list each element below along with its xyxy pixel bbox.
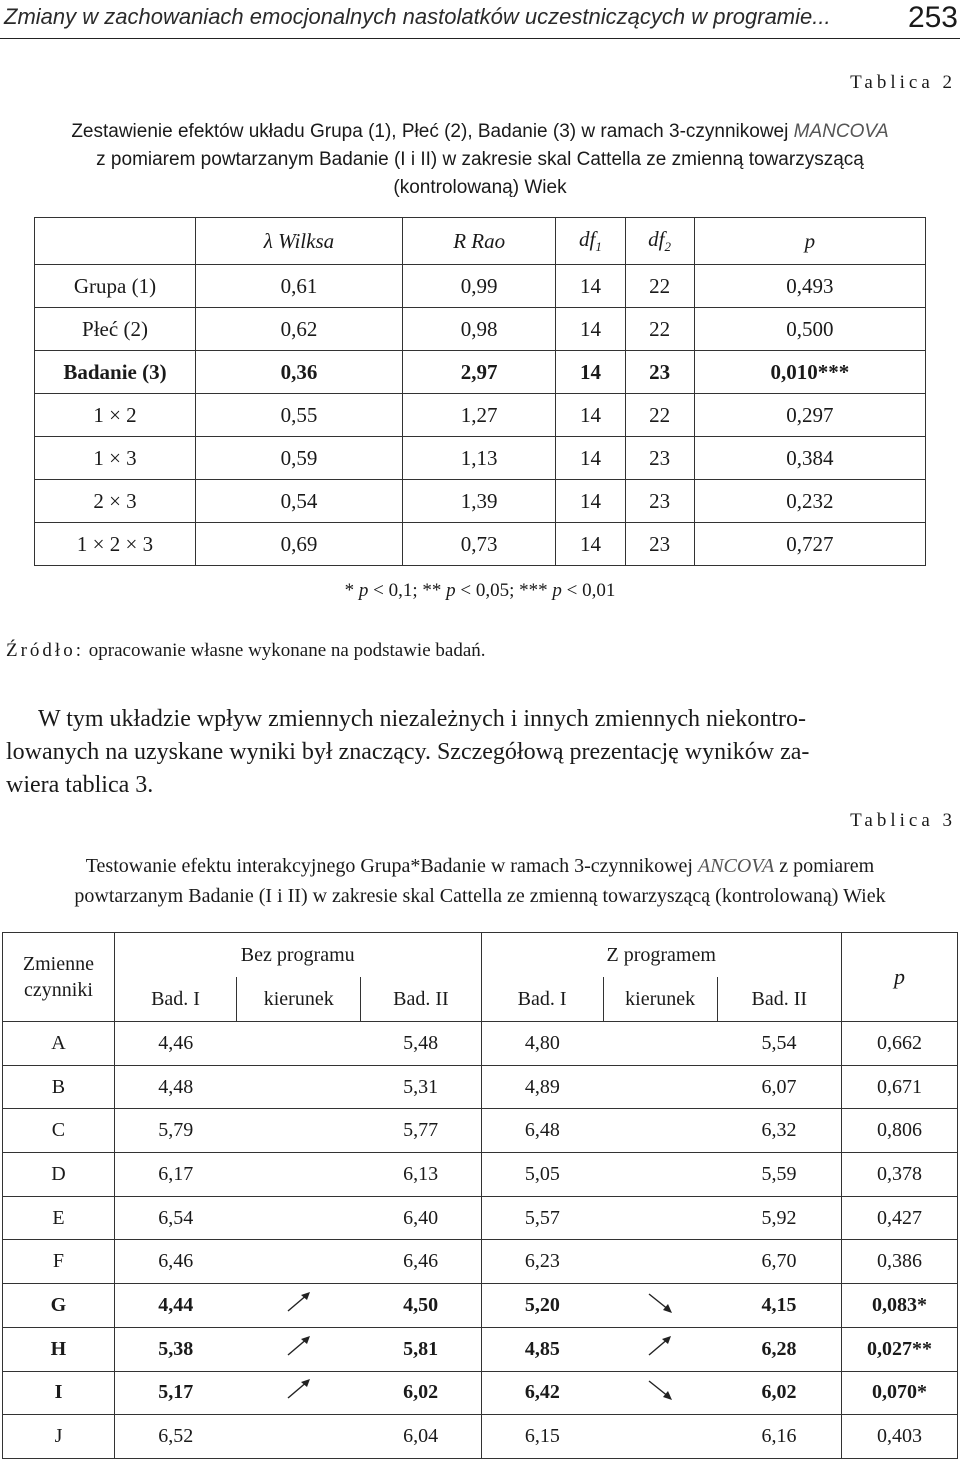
table-cell: 14 xyxy=(556,437,625,480)
direction-cell xyxy=(603,1022,717,1066)
table-cell: 0,027** xyxy=(841,1327,957,1371)
table-cell: 6,52 xyxy=(114,1415,236,1459)
direction-cell xyxy=(237,1371,361,1415)
body-paragraph xyxy=(6,703,952,802)
table-cell: F xyxy=(3,1240,115,1284)
table3-caption: Testowanie efektu interakcyjnego Grupa*Badanie w ramach 3-czynnikowej ANCOVA z pomiarem powtarzanym Badanie (I i II) w zakresie skal Cattella ze zmienną towarzyszącą (kontrolowaną) Wiek xyxy=(0,851,960,911)
table-cell: 0,727 xyxy=(694,523,925,566)
direction-cell xyxy=(237,1240,361,1284)
table-cell: 5,79 xyxy=(114,1109,236,1153)
table-cell: 0,010*** xyxy=(694,351,925,394)
table-cell: 0,73 xyxy=(402,523,555,566)
table-cell: B xyxy=(3,1065,115,1109)
table-cell: H xyxy=(3,1327,115,1371)
table-row xyxy=(3,1371,958,1415)
table-cell: E xyxy=(3,1196,115,1240)
table-cell: 5,38 xyxy=(114,1327,236,1371)
table-cell: 5,54 xyxy=(717,1022,841,1066)
arrow-up-right-icon xyxy=(284,1295,314,1321)
table-cell: 0,500 xyxy=(694,308,925,351)
table-cell: 0,662 xyxy=(841,1022,957,1066)
table-cell: 4,46 xyxy=(114,1022,236,1066)
source-label: Źródło: xyxy=(6,640,84,661)
table3 xyxy=(2,932,958,1459)
table-cell: 6,04 xyxy=(361,1415,481,1459)
direction-cell xyxy=(237,1153,361,1197)
table-row xyxy=(35,308,926,351)
table2-header-wilks: λ Wilksa xyxy=(196,218,403,265)
table-cell: 0,427 xyxy=(841,1196,957,1240)
direction-cell xyxy=(603,1240,717,1284)
table3-header-row-2 xyxy=(3,977,958,1022)
table-cell: 14 xyxy=(556,394,625,437)
table-row xyxy=(35,523,926,566)
table3-caption-line1: Testowanie efektu interakcyjnego Grupa*Badanie w ramach 3-czynnikowej xyxy=(85,855,698,877)
table-cell: 1,39 xyxy=(402,480,555,523)
table-cell: 4,89 xyxy=(481,1065,603,1109)
body-line-1: W tym układzie wpływ zmiennych niezależnych i innych zmiennych niekontro- xyxy=(38,706,806,732)
table-cell: Grupa (1) xyxy=(35,265,196,308)
table-cell: 0,55 xyxy=(196,394,403,437)
table-cell: I xyxy=(3,1371,115,1415)
table-cell: 5,17 xyxy=(114,1371,236,1415)
table-cell: 0,671 xyxy=(841,1065,957,1109)
direction-cell xyxy=(237,1415,361,1459)
table-cell: 23 xyxy=(625,437,694,480)
table-cell: 6,02 xyxy=(361,1371,481,1415)
table3-header-kierunek-b: kierunek xyxy=(603,977,717,1022)
table-cell: 0,59 xyxy=(196,437,403,480)
table-cell: 0,62 xyxy=(196,308,403,351)
table-cell: 6,13 xyxy=(361,1153,481,1197)
table-cell: 22 xyxy=(625,394,694,437)
table-cell: 6,16 xyxy=(717,1415,841,1459)
table2-header-df2: $df_2$ xyxy=(625,218,694,265)
table-cell: 5,20 xyxy=(481,1284,603,1328)
running-title: Zmiany w zachowaniach emocjonalnych nastolatków uczestniczących w programie... xyxy=(4,4,831,29)
table-cell: 0,69 xyxy=(196,523,403,566)
table2-header-blank xyxy=(35,218,196,265)
direction-cell xyxy=(603,1415,717,1459)
direction-cell xyxy=(603,1065,717,1109)
table-cell: 6,54 xyxy=(114,1196,236,1240)
table-cell: 0,297 xyxy=(694,394,925,437)
table-cell: 5,77 xyxy=(361,1109,481,1153)
table3-header-z-programem: Z programem xyxy=(481,933,841,978)
table-cell: 6,17 xyxy=(114,1153,236,1197)
direction-cell xyxy=(237,1022,361,1066)
table-cell: 1 × 2 × 3 xyxy=(35,523,196,566)
table2-caption-line3: (kontrolowaną) Wiek xyxy=(393,177,567,198)
table-cell: 5,48 xyxy=(361,1022,481,1066)
table-cell: 0,36 xyxy=(196,351,403,394)
table2-body xyxy=(35,265,926,566)
direction-cell xyxy=(603,1109,717,1153)
direction-cell xyxy=(237,1065,361,1109)
table-cell: 0,98 xyxy=(402,308,555,351)
table-cell: 6,46 xyxy=(361,1240,481,1284)
arrow-down-right-icon xyxy=(645,1382,675,1408)
table-cell: 14 xyxy=(556,265,625,308)
table-cell: 5,92 xyxy=(717,1196,841,1240)
table3-header-kierunek-a: kierunek xyxy=(237,977,361,1022)
table-cell: 14 xyxy=(556,308,625,351)
table-cell: 0,083* xyxy=(841,1284,957,1328)
table-cell: 2 × 3 xyxy=(35,480,196,523)
arrow-up-right-icon xyxy=(645,1339,675,1365)
table-row xyxy=(3,1196,958,1240)
table-cell: 5,05 xyxy=(481,1153,603,1197)
table-cell: 23 xyxy=(625,480,694,523)
table-row xyxy=(3,1284,958,1328)
table-cell: 4,48 xyxy=(114,1065,236,1109)
table-cell: G xyxy=(3,1284,115,1328)
body-line-2: lowanych na uzyskane wyniki był znaczący. Szczegółową prezentację wyników za- xyxy=(6,739,810,765)
table-cell: 22 xyxy=(625,265,694,308)
table3-body xyxy=(3,1022,958,1459)
table-cell: 22 xyxy=(625,308,694,351)
direction-cell xyxy=(603,1371,717,1415)
table-cell: 6,28 xyxy=(717,1327,841,1371)
table-cell: 0,378 xyxy=(841,1153,957,1197)
table-row xyxy=(3,1415,958,1459)
table2-caption-mancova: MANCOVA xyxy=(793,121,889,142)
table2-footnote: * p < 0,1; ** p < 0,05; *** p < 0,01 xyxy=(344,580,616,601)
table3-header-bad1-a: Bad. I xyxy=(114,977,236,1022)
direction-cell xyxy=(237,1284,361,1328)
table3-header-variables: Zmienne czynniki xyxy=(3,933,115,1022)
table-cell: 0,493 xyxy=(694,265,925,308)
table-row xyxy=(35,480,926,523)
source-text: opracowanie własne wykonane na podstawie badań. xyxy=(84,640,486,661)
table2-label: Tablica 2 xyxy=(850,72,956,93)
table-cell: Badanie (3) xyxy=(35,351,196,394)
table3-caption-ancova: ANCOVA xyxy=(697,855,775,877)
table-row xyxy=(35,437,926,480)
table-cell: 2,97 xyxy=(402,351,555,394)
table-row xyxy=(3,1022,958,1066)
table-cell: 1,13 xyxy=(402,437,555,480)
table-row xyxy=(35,265,926,308)
table-cell: 6,40 xyxy=(361,1196,481,1240)
table-cell: 23 xyxy=(625,351,694,394)
table-cell: 0,232 xyxy=(694,480,925,523)
table-row xyxy=(3,1327,958,1371)
direction-cell xyxy=(237,1327,361,1371)
table-cell: 4,85 xyxy=(481,1327,603,1371)
table2-caption-line2: z pomiarem powtarzanym Badanie (I i II) w zakresie skal Cattella ze zmienną towarzyszącą xyxy=(96,149,864,170)
table-cell: 0,54 xyxy=(196,480,403,523)
direction-cell xyxy=(603,1196,717,1240)
table-cell: 4,44 xyxy=(114,1284,236,1328)
table-cell: 5,57 xyxy=(481,1196,603,1240)
table-cell: A xyxy=(3,1022,115,1066)
table3-header-bad2-b: Bad. II xyxy=(717,977,841,1022)
table-cell: 0,806 xyxy=(841,1109,957,1153)
direction-cell xyxy=(603,1153,717,1197)
table-cell: 0,61 xyxy=(196,265,403,308)
table-cell: 0,99 xyxy=(402,265,555,308)
table-cell: C xyxy=(3,1109,115,1153)
table-cell: 4,50 xyxy=(361,1284,481,1328)
table2-header-row xyxy=(35,218,926,265)
table-cell: 6,23 xyxy=(481,1240,603,1284)
table-row xyxy=(3,1153,958,1197)
table-cell: 5,59 xyxy=(717,1153,841,1197)
direction-cell xyxy=(603,1327,717,1371)
table2-header-df1: $df_1$ xyxy=(556,218,625,265)
table3-header-bez-programu: Bez programu xyxy=(114,933,481,978)
table3-header-bad2-a: Bad. II xyxy=(361,977,481,1022)
table-cell: 14 xyxy=(556,351,625,394)
body-line-3: wiera tablica 3. xyxy=(6,772,154,798)
table-cell: J xyxy=(3,1415,115,1459)
table-cell: 6,48 xyxy=(481,1109,603,1153)
table2-header-rrao: R Rao xyxy=(402,218,555,265)
table-cell: 0,070* xyxy=(841,1371,957,1415)
direction-cell xyxy=(603,1284,717,1328)
table2-caption xyxy=(0,118,960,202)
table3-header-bad1-b: Bad. I xyxy=(481,977,603,1022)
table-row xyxy=(35,394,926,437)
table2 xyxy=(34,217,926,566)
page-number: 253 xyxy=(907,1,958,34)
table-cell: 4,15 xyxy=(717,1284,841,1328)
running-header xyxy=(0,0,960,39)
table-cell: 6,07 xyxy=(717,1065,841,1109)
direction-cell xyxy=(237,1196,361,1240)
direction-cell xyxy=(237,1109,361,1153)
table-cell: 6,02 xyxy=(717,1371,841,1415)
table-cell: 0,384 xyxy=(694,437,925,480)
table2-header-p: p xyxy=(694,218,925,265)
table-cell: 5,31 xyxy=(361,1065,481,1109)
table-row xyxy=(35,351,926,394)
table-cell: 23 xyxy=(625,523,694,566)
table2-caption-line1: Zestawienie efektów układu Grupa (1), Płeć (2), Badanie (3) w ramach 3-czynnikowej xyxy=(71,121,794,142)
table-cell: 14 xyxy=(556,523,625,566)
table3-header-row-1 xyxy=(3,933,958,978)
table-cell: 6,15 xyxy=(481,1415,603,1459)
table-cell: 4,80 xyxy=(481,1022,603,1066)
table-cell: 1 × 2 xyxy=(35,394,196,437)
table-row xyxy=(3,1065,958,1109)
arrow-down-right-icon xyxy=(645,1295,675,1321)
arrow-up-right-icon xyxy=(284,1382,314,1408)
table-cell: 0,386 xyxy=(841,1240,957,1284)
table-cell: 6,32 xyxy=(717,1109,841,1153)
table-row xyxy=(3,1109,958,1153)
table-cell: 6,70 xyxy=(717,1240,841,1284)
table3-label: Tablica 3 xyxy=(850,810,956,831)
table-cell: Płeć (2) xyxy=(35,308,196,351)
table-cell: 14 xyxy=(556,480,625,523)
table3-caption-line2: powtarzanym Badanie (I i II) w zakresie skal Cattella ze zmienną towarzyszącą (kontrolowaną) Wiek xyxy=(74,885,886,907)
table-cell: D xyxy=(3,1153,115,1197)
table3-header-p: p xyxy=(841,933,957,1022)
table-cell: 0,403 xyxy=(841,1415,957,1459)
table-cell: 6,46 xyxy=(114,1240,236,1284)
table-cell: 6,42 xyxy=(481,1371,603,1415)
table-cell: 1,27 xyxy=(402,394,555,437)
table-cell: 5,81 xyxy=(361,1327,481,1371)
table-row xyxy=(3,1240,958,1284)
table-cell: 1 × 3 xyxy=(35,437,196,480)
source-note xyxy=(6,640,486,662)
arrow-up-right-icon xyxy=(284,1339,314,1365)
